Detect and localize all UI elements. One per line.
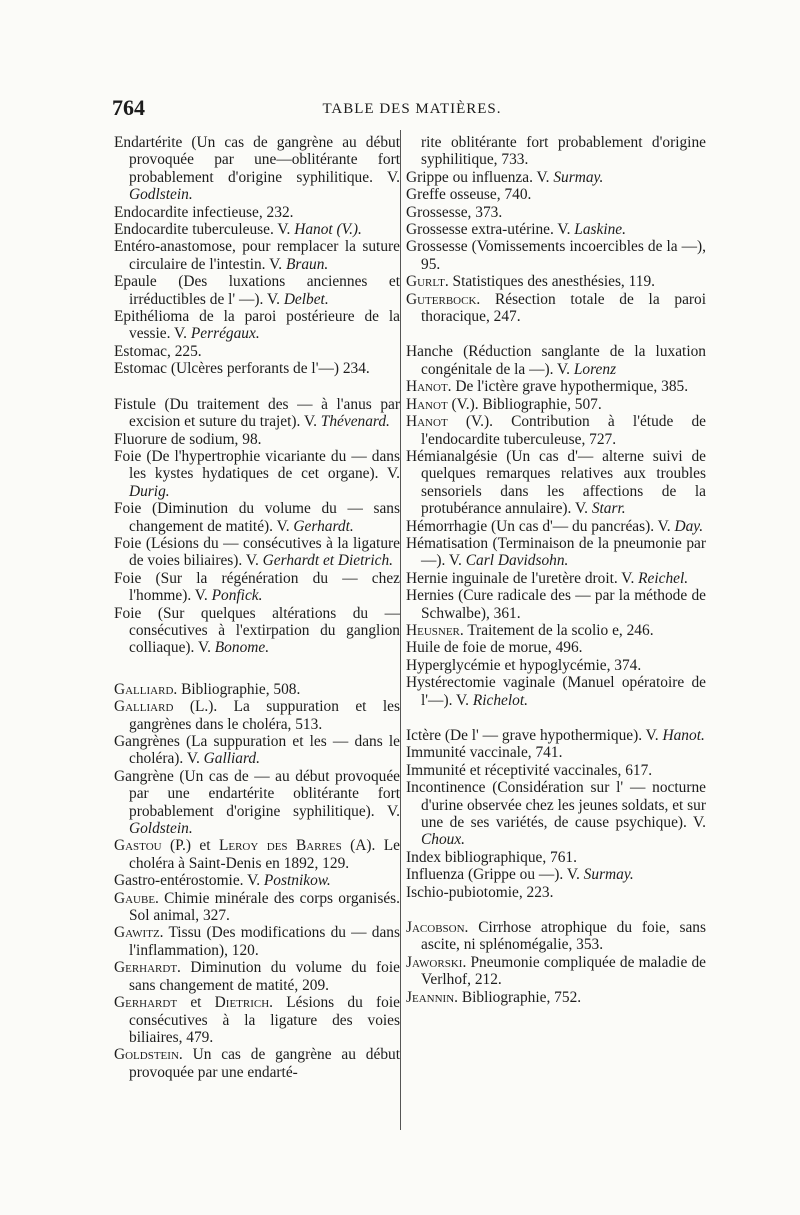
index-entry: Ischio-pubiotomie, 223. [406, 883, 554, 901]
index-entry: Entéro-anastomose, pour remplacer la suture circulaire de l'intestin. V. Braun. [114, 238, 400, 273]
page-header [112, 95, 712, 125]
section-gap [406, 901, 706, 919]
index-entry: Fistule (Du traitement des — à l'anus par excision et suture du trajet). V. Thévenard. [114, 395, 400, 431]
index-entry: Index bibliographique, 761. [406, 848, 577, 866]
index-entry: Fluorure de sodium, 98. [114, 430, 262, 448]
index-entry: Gawitz. Tissu (Des modifications du — dans l'inflammation), 120. [114, 924, 400, 959]
index-entry: Gangrène (Un cas de — au début provoquée par une endartérite oblitérante fort probablement d'origine syphilitique). V. Goldstein. [114, 767, 400, 838]
index-entry: Guterbock. Résection totale de la paroi thoracique, 247. [406, 290, 706, 326]
index-entry: Goldstein. Un cas de gangrène au début provoquée par une endarté- [114, 1046, 400, 1081]
section-gap [114, 378, 400, 396]
index-entry: Estomac, 225. [114, 342, 202, 360]
index-entry: Epithélioma de la paroi postérieure de la vessie. V. Perrégaux. [114, 308, 400, 343]
index-entry: Hystérectomie vaginale (Manuel opératoire de l'—). V. Richelot. [406, 674, 706, 709]
index-entry: Gastou (P.) et Leroy des Barres (A). Le choléra à Saint-Denis en 1892, 129. [114, 837, 401, 872]
index-entry: Endocardite infectieuse, 232. [114, 203, 294, 221]
index-entry: Jaworski. Pneumonie compliquée de maladie de Verlhof, 212. [406, 953, 706, 989]
section-gap [114, 657, 400, 681]
index-entry: Hanot (V.). Contribution à l'étude de l'endocardite tuberculeuse, 727. [406, 413, 706, 448]
index-entry: Grossesse extra-utérine. V. Laskine. [406, 221, 626, 239]
section-gap [406, 709, 706, 727]
index-entry: Endartérite (Un cas de gangrène au début provoquée par une—oblitérante fort probablement d'origine syphilitique. V. Godlstein. [114, 134, 400, 204]
index-entry: Hématisation (Terminaison de la pneumonie par —). V. Carl Davidsohn. [406, 534, 706, 570]
index-entry: Jacobson. Cirrhose atrophique du foie, sans ascite, ni splénomégalie, 353. [406, 919, 706, 954]
index-entry: Grippe ou influenza. V. Surmay. [406, 168, 604, 186]
index-entry: Hémorrhagie (Un cas d'— du pancréas). V. Day. [406, 517, 704, 535]
right-column [406, 134, 706, 1006]
index-entry: Foie (De l'hypertrophie vicariante du — dans les kystes hydatiques de cet organe). V. Durig. [114, 447, 400, 500]
index-entry: Galliard. Bibliographie, 508. [114, 680, 301, 698]
index-entry: Incontinence (Considération sur l' — nocturne d'urine observée chez les jeunes soldats, et sur une de ses variétés, de cause psychique). V. Choux. [406, 779, 706, 849]
index-entry: Immunité et réceptivité vaccinales, 617. [406, 761, 653, 779]
index-entry: Grossesse, 373. [406, 203, 503, 221]
index-entry: Foie (Sur la régénération du — chez l'homme). V. Ponfick. [114, 569, 400, 605]
index-entry: Estomac (Ulcères perforants de l'—) 234. [114, 360, 370, 378]
index-entry: Hernies (Cure radicale des — par la méthode de Schwalbe), 361. [406, 587, 706, 622]
index-entry: Hémianalgésie (Un cas d'— alterne suivi de quelques remarques relatives aux troubles sensoriels dans les affections de la protubérance annulaire). V. Starr. [406, 447, 706, 518]
index-entry: Foie (Diminution du volume du — sans changement de matité). V. Gerhardt. [114, 500, 400, 535]
index-entry: Immunité vaccinale, 741. [406, 744, 563, 762]
running-title: TABLE DES MATIÈRES. [322, 101, 502, 117]
index-entry: Gerhardt et Dietrich. Lésions du foie consécutives à la ligature des voies biliaires, 479. [114, 994, 400, 1046]
index-entry: rite oblitérante fort probablement d'origine syphilitique, 733. [421, 134, 706, 169]
index-entry: Heusner. Traitement de la scolio e, 246. [406, 621, 654, 639]
index-entry: Gastro-entérostomie. V. Postnikow. [114, 872, 331, 890]
index-entry: Hanot (V.). Bibliographie, 507. [406, 395, 602, 413]
index-entry: Foie (Lésions du — consécutives à la ligature de voies biliaires). V. Gerhardt et Dietrich. [114, 534, 400, 570]
index-entry: Hyperglycémie et hypoglycémie, 374. [406, 656, 642, 674]
index-entry: Endocardite tuberculeuse. V. Hanot (V.). [114, 221, 362, 239]
index-entry: Hanot. De l'ictère grave hypothermique, 385. [406, 378, 689, 396]
left-column [114, 134, 400, 1081]
page-number: 764 [112, 95, 145, 120]
index-entry: Hernie inguinale de l'uretère droit. V. Reichel. [406, 569, 689, 587]
index-entry: Greffe osseuse, 740. [406, 186, 532, 204]
index-entry: Galliard (L.). La suppuration et les gangrènes dans le choléra, 513. [114, 698, 400, 733]
index-entry: Ictère (De l' — grave hypothermique). V. Hanot. [406, 727, 705, 744]
index-entry: Huile de foie de morue, 496. [406, 639, 583, 657]
index-entry: Epaule (Des luxations anciennes et irréductibles de l' —). V. Delbet. [114, 273, 400, 308]
column-divider [400, 130, 401, 1130]
index-entry: Gurlt. Statistiques des anesthésies, 119. [406, 273, 655, 291]
index-entry: Foie (Sur quelques altérations du — consécutives à l'extirpation du ganglion colliaque). V. Bonome. [114, 604, 400, 657]
index-entry: Influenza (Grippe ou —). V. Surmay. [406, 866, 634, 884]
index-entry: Hanche (Réduction sanglante de la luxation congénitale de la —). V. Lorenz [406, 343, 706, 378]
index-entry: Gerhardt. Diminution du volume du foie sans changement de matité, 209. [114, 959, 400, 994]
index-entry: Jeannin. Bibliographie, 752. [406, 988, 582, 1006]
section-gap [406, 325, 706, 343]
index-entry: Grossesse (Vomissements incoercibles de la —), 95. [406, 238, 706, 273]
index-entry: Gaube. Chimie minérale des corps organisés. Sol animal, 327. [114, 889, 400, 925]
index-entry: Gangrènes (La suppuration et les — dans le choléra). V. Galliard. [114, 733, 400, 768]
